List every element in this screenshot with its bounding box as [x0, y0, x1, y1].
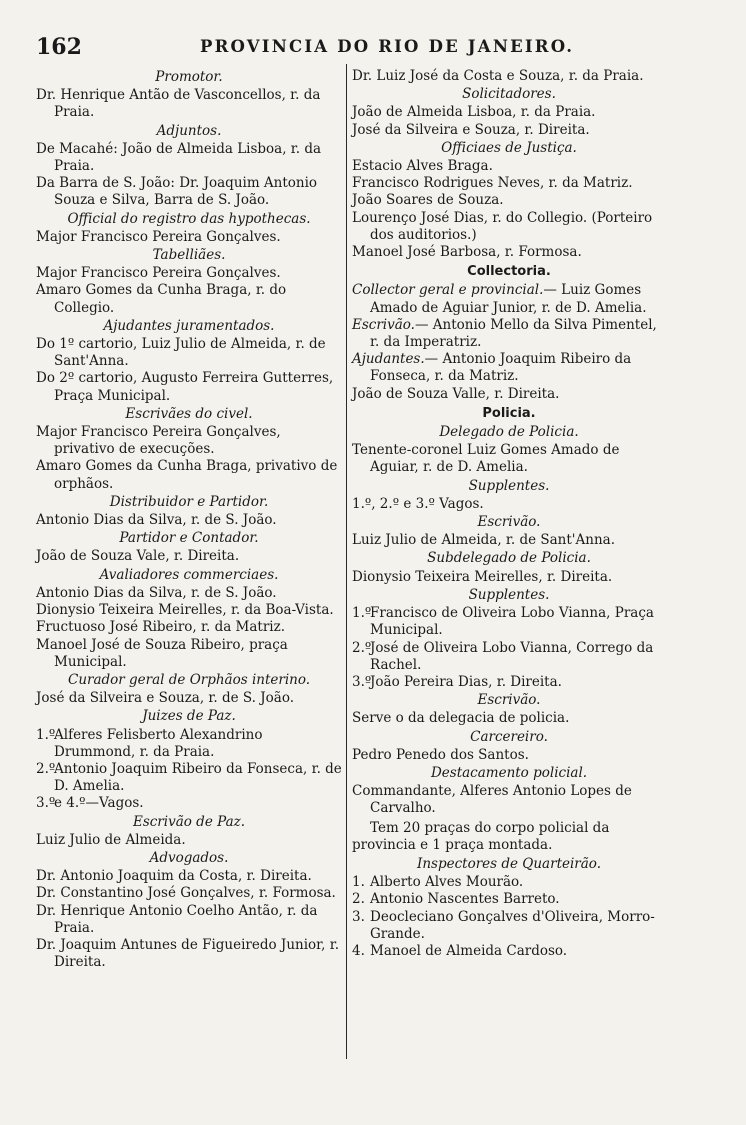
- page-header: [30, 34, 720, 60]
- item-text: Manoel de Almeida Cardoso.: [370, 942, 568, 959]
- list-item: Antonio Dias da Silva, r. de S. João.: [36, 512, 277, 529]
- section-heading: Official do registro das hypothecas.: [67, 210, 311, 227]
- list-item: Pedro Penedo dos Santos.: [352, 746, 529, 763]
- list-item: [352, 282, 666, 316]
- section-heading: Promotor.: [155, 69, 223, 85]
- list-item: [352, 317, 666, 351]
- section-heading: Destacamento policial.: [430, 764, 588, 781]
- item-text: — Antonio Joaquim Ribeiro da Fonseca, r. da Matriz.: [370, 351, 632, 385]
- item-lead: Ajudantes.: [352, 351, 425, 368]
- list-item: Major Francisco Pereira Gonçalves.: [36, 228, 281, 245]
- section-heading: Solicitadores.: [462, 86, 556, 103]
- list-item: Major Francisco Pereira Gonçalves.: [36, 265, 281, 282]
- item-lead: Escrivão.: [352, 316, 415, 333]
- list-item: Lourenço José Dias, r. do Collegio. (Porteiro dos auditorios.): [352, 209, 653, 243]
- section-heading: Distribuidor e Partidor.: [109, 493, 269, 510]
- item-text: — Luiz Gomes Amado de Aguiar Junior, r. de D. Amelia.: [370, 282, 647, 316]
- section-heading: Curador geral de Orphãos interino.: [67, 671, 311, 688]
- item-number: 3.º: [36, 795, 56, 812]
- section-heading: Officiaes de Justiça.: [441, 139, 577, 156]
- list-item: [352, 640, 666, 674]
- paragraph: Tem 20 praças do corpo policial da provincia e 1 praça montada.: [352, 819, 610, 853]
- list-item: Manoel José Barbosa, r. Formosa.: [352, 244, 582, 261]
- section-heading: Policia.: [482, 405, 536, 421]
- item-number: 2.º: [36, 760, 56, 777]
- item-text: Antonio Joaquim Ribeiro da Fonseca, r. de D. Amelia.: [54, 760, 342, 795]
- left-column: [36, 68, 342, 971]
- column-divider: [346, 64, 347, 1059]
- list-item: Serve o da delegacia de policia.: [352, 710, 570, 727]
- section-heading: Escrivães do civel.: [125, 405, 253, 422]
- list-item: Dr. Joaquim Antunes de Figueiredo Junior, r. Direita.: [36, 936, 339, 971]
- list-item: [352, 943, 666, 960]
- section-heading: Tabelliães.: [152, 247, 226, 264]
- list-item: Manoel José de Souza Ribeiro, praça Municipal.: [36, 636, 288, 670]
- section-heading: Ajudantes juramentados.: [103, 317, 275, 334]
- list-item: Francisco Rodrigues Neves, r. da Matriz.: [352, 175, 633, 192]
- list-item: 1.º, 2.º e 3.º Vagos.: [352, 495, 484, 512]
- list-item: Luiz Julio de Almeida, r. de Sant'Anna.: [352, 532, 615, 549]
- item-number: 4.: [352, 942, 365, 959]
- item-text: Antonio Nascentes Barreto.: [370, 891, 560, 908]
- item-text: José de Oliveira Lobo Vianna, Corrego da Rachel.: [370, 639, 654, 673]
- section-heading: Escrivão de Paz.: [132, 813, 246, 830]
- list-item: [352, 605, 666, 639]
- list-item: Do 1º cartorio, Luiz Julio de Almeida, r. de Sant'Anna.: [36, 336, 326, 370]
- section-heading: Juizes de Paz.: [142, 708, 236, 725]
- section-heading: Escrivão.: [477, 514, 541, 531]
- section-heading: Subdelegado de Policia.: [427, 550, 591, 567]
- list-item: [36, 727, 342, 761]
- list-item: Tenente-coronel Luiz Gomes Amado de Aguiar, r. de D. Amelia.: [352, 442, 620, 476]
- section-heading: Delegado de Policia.: [439, 424, 579, 441]
- list-item: Amaro Gomes da Cunha Braga, privativo de orphãos.: [36, 458, 338, 492]
- list-item: Commandante, Alferes Antonio Lopes de Carvalho.: [352, 783, 632, 817]
- page-number: 162: [36, 34, 82, 60]
- section-heading: Adjuntos.: [156, 122, 222, 139]
- list-item: [352, 674, 666, 691]
- list-item: [352, 891, 666, 908]
- list-item: João Soares de Souza.: [352, 192, 504, 209]
- item-text: Alberto Alves Mourão.: [370, 874, 524, 891]
- list-item: Dr. Constantino José Gonçalves, r. Formosa.: [36, 885, 336, 902]
- item-text: João Pereira Dias, r. Direita.: [370, 673, 562, 690]
- running-title: PROVINCIA DO RIO DE JANEIRO.: [200, 37, 575, 56]
- list-item: Da Barra de S. João: Dr. Joaquim Antonio Souza e Silva, Barra de S. João.: [36, 175, 318, 209]
- section-heading: Carcereiro.: [470, 728, 548, 745]
- item-number: 3.: [352, 908, 365, 925]
- list-item: Dionysio Teixeira Meirelles, r. da Boa-Vista.: [36, 602, 334, 619]
- list-item: José da Silveira e Souza, r. Direita.: [352, 121, 590, 138]
- item-text: — Antonio Mello da Silva Pimentel, r. da Imperatriz.: [370, 316, 657, 351]
- item-text: e 4.º—Vagos.: [54, 795, 144, 812]
- list-item: João de Souza Vale, r. Direita.: [36, 548, 240, 565]
- item-number: 1.º: [352, 605, 372, 622]
- list-item: Estacio Alves Braga.: [352, 158, 493, 175]
- item-number: 1.: [352, 874, 365, 891]
- list-item: Fructuoso José Ribeiro, r. da Matriz.: [36, 619, 286, 636]
- list-item: [352, 351, 666, 385]
- list-item: [36, 795, 342, 812]
- item-number: 3.º: [352, 673, 372, 690]
- list-item: Dr. Luiz José da Costa e Souza, r. da Praia.: [352, 68, 644, 84]
- list-item: [352, 874, 666, 891]
- list-item: [36, 761, 342, 795]
- list-item: João de Almeida Lisboa, r. da Praia.: [352, 104, 596, 121]
- item-number: 2.º: [352, 639, 372, 656]
- list-item: Amaro Gomes da Cunha Braga, r. do Collegio.: [36, 282, 287, 316]
- list-item: Dionysio Teixeira Meirelles, r. Direita.: [352, 568, 613, 585]
- item-number: 2.: [352, 891, 365, 908]
- section-heading: Partidor e Contador.: [119, 530, 259, 547]
- list-item: [352, 909, 666, 943]
- item-text: Deocleciano Gonçalves d'Oliveira, Morro-Grande.: [370, 908, 655, 942]
- list-item: Dr. Henrique Antão de Vasconcellos, r. da Praia.: [36, 87, 321, 121]
- list-item: Luiz Julio de Almeida.: [36, 831, 186, 848]
- list-item: Do 2º cartorio, Augusto Ferreira Gutterres, Praça Municipal.: [36, 370, 334, 404]
- item-lead: Collector geral e provincial.: [352, 282, 544, 299]
- right-column: [352, 68, 666, 960]
- item-text: Francisco de Oliveira Lobo Vianna, Praça Municipal.: [370, 605, 654, 639]
- item-text: Alferes Felisberto Alexandrino Drummond, r. da Praia.: [54, 726, 263, 760]
- list-item: Dr. Henrique Antonio Coelho Antão, r. da Praia.: [36, 902, 318, 936]
- list-item: Dr. Antonio Joaquim da Costa, r. Direita.: [36, 868, 312, 885]
- list-item: Major Francisco Pereira Gonçalves, privativo de execuções.: [36, 424, 281, 458]
- list-item: João de Souza Valle, r. Direita.: [352, 385, 560, 402]
- section-heading: Supplentes.: [468, 586, 550, 603]
- section-heading: Collectoria.: [467, 264, 551, 280]
- section-heading: Supplentes.: [468, 477, 550, 494]
- item-number: 1.º: [36, 726, 56, 743]
- section-heading: Escrivão.: [477, 692, 541, 709]
- section-heading: Inspectores de Quarteirão.: [417, 855, 601, 872]
- section-heading: Avaliadores commerciaes.: [99, 566, 279, 583]
- section-heading: Advogados.: [149, 849, 229, 866]
- list-item: José da Silveira e Souza, r. de S. João.: [36, 690, 295, 707]
- list-item: De Macahé: João de Almeida Lisboa, r. da Praia.: [36, 140, 322, 175]
- list-item: Antonio Dias da Silva, r. de S. João.: [36, 584, 277, 601]
